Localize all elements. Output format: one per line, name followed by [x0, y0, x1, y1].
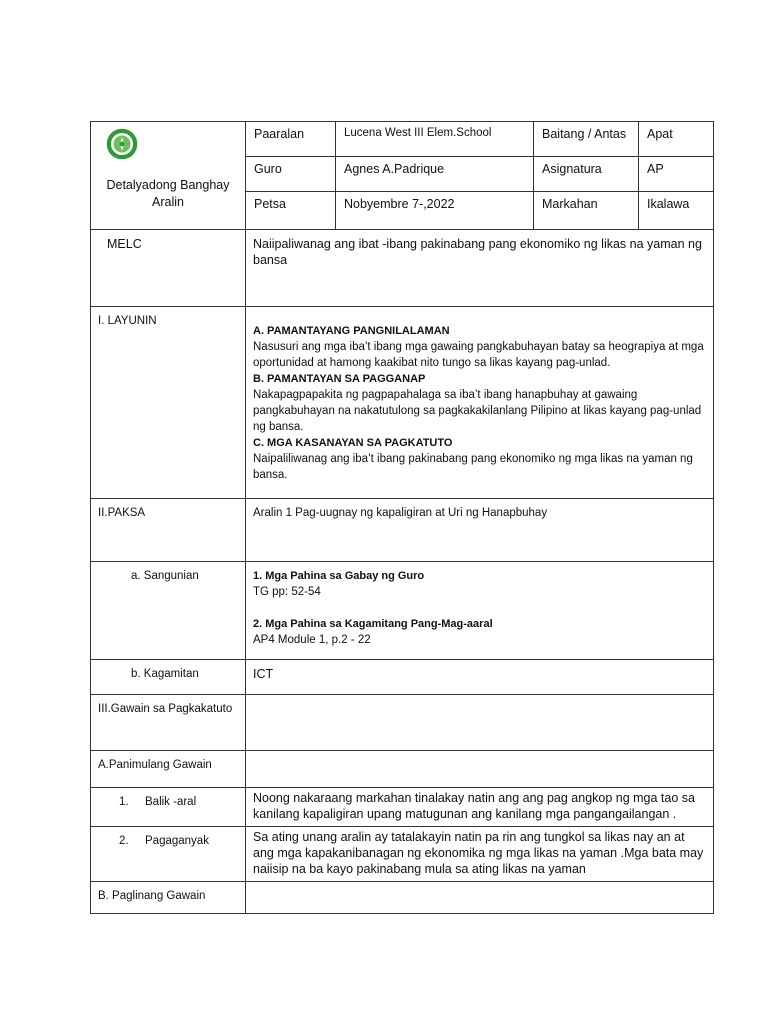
balik-aral-number: 1. — [119, 796, 129, 808]
layunin-b-text: Nakapagpapakita ng pagpapahalaga sa iba’t ibang hanapbuhay at gawaing pangkabuhayan na nakatutulong sa pagkakakilanlang Pilipino at likas kayang pag-unlad ng bansa. — [253, 389, 702, 433]
paksa-label: II.PAKSA — [91, 499, 246, 562]
melc-row — [91, 230, 714, 307]
kagamitan-row — [91, 660, 714, 695]
gawain-empty-cell — [246, 695, 714, 751]
balik-aral-label: Balik -aral — [145, 796, 197, 808]
pagganyak-label-cell — [91, 827, 246, 882]
layunin-content — [246, 307, 714, 499]
layunin-c-heading: C. MGA KASANAYAN SA PAGKATUTO — [253, 437, 453, 449]
melc-label: MELC — [91, 230, 246, 307]
sanggunian-label: a. Sangunian — [91, 562, 246, 660]
label-petsa: Petsa — [246, 192, 336, 230]
layunin-b-heading: B. PAMANTAYAN SA PAGGANAP — [253, 373, 426, 385]
layunin-row — [91, 307, 714, 499]
paksa-text: Aralin 1 Pag-uugnay ng kapaligiran at Uri ng Hanapbuhay — [246, 499, 714, 562]
title-line-1: Detalyadong Banghay — [106, 178, 230, 192]
value-markahan: Ikalawa — [639, 192, 714, 230]
paglinang-empty-cell — [246, 882, 714, 914]
sanggunian-item1-text: TG pp: 52-54 — [253, 586, 321, 598]
balik-aral-label-cell — [91, 788, 246, 827]
document-title — [91, 177, 245, 211]
header-row-1 — [91, 122, 714, 157]
label-markahan: Markahan — [534, 192, 639, 230]
layunin-a-text: Nasusuri ang mga iba’t ibang mga gawaing pangkabuhayan batay sa heograpiya at mga oportunidad at hamong kaakibat nito tungo sa likas kayang pag-unlad. — [253, 341, 704, 369]
layunin-c-text: Naipaliliwanag ang iba’t ibang pakinabang pang ekonomiko ng mga likas na yaman ng bansa. — [253, 453, 693, 481]
sanggunian-row — [91, 562, 714, 660]
value-baitang: Apat — [639, 122, 714, 157]
balik-aral-text: Noong nakaraang markahan tinalakay natin ang ang pag angkop ng mga tao sa kanilang kapaligiran upang matugunan ang kanilang mga pangangailangan . — [246, 788, 714, 827]
melc-text: Naiipaliwanag ang ibat -ibang pakinabang pang ekonomiko ng likas na yaman ng bansa — [246, 230, 714, 307]
label-paaralan: Paaralan — [246, 122, 336, 157]
value-asignatura: AP — [639, 157, 714, 192]
gawain-label: III.Gawain sa Pagkakatuto — [91, 695, 246, 751]
lesson-plan-table — [90, 121, 714, 914]
value-paaralan: Lucena West III Elem.School — [336, 122, 534, 157]
lesson-plan-sheet — [90, 121, 713, 914]
pagganyak-label: Pagaganyak — [145, 835, 209, 847]
paglinang-row — [91, 882, 714, 914]
label-guro: Guro — [246, 157, 336, 192]
pagganyak-number: 2. — [119, 835, 129, 847]
panimulang-empty-cell — [246, 751, 714, 788]
title-cell — [91, 122, 246, 230]
title-line-2: Aralin — [152, 195, 184, 209]
sanggunian-item2-heading: 2. Mga Pahina sa Kagamitang Pang-Mag-aaral — [253, 618, 493, 630]
balik-aral-row — [91, 788, 714, 827]
label-baitang: Baitang / Antas — [534, 122, 639, 157]
pagganyak-text: Sa ating unang aralin ay tatalakayin natin pa rin ang tungkol sa likas nay an at ang mga kapakanibanagan ng ekonomika ng mga likas na yaman .Mga bata may naiisip na ba kayo pakinabang mula sa ating likas na yaman — [246, 827, 714, 882]
kagamitan-text: ICT — [246, 660, 714, 695]
label-asignatura: Asignatura — [534, 157, 639, 192]
paksa-row — [91, 499, 714, 562]
layunin-a-heading: A. PAMANTAYANG PANGNILALAMAN — [253, 325, 450, 337]
sanggunian-item1-heading: 1. Mga Pahina sa Gabay ng Guro — [253, 570, 425, 582]
kagamitan-label: b. Kagamitan — [91, 660, 246, 695]
layunin-label: I. LAYUNIN — [91, 307, 246, 499]
gawain-row — [91, 695, 714, 751]
panimulang-row — [91, 751, 714, 788]
value-guro: Agnes A.Padrique — [336, 157, 534, 192]
sanggunian-item2-text: AP4 Module 1, p.2 - 22 — [253, 634, 371, 646]
school-seal-logo-icon — [105, 127, 139, 161]
panimulang-label: A.Panimulang Gawain — [91, 751, 246, 788]
paglinang-label: B. Paglinang Gawain — [91, 882, 246, 914]
value-petsa: Nobyembre 7-,2022 — [336, 192, 534, 230]
pagganyak-row — [91, 827, 714, 882]
sanggunian-content — [246, 562, 714, 660]
